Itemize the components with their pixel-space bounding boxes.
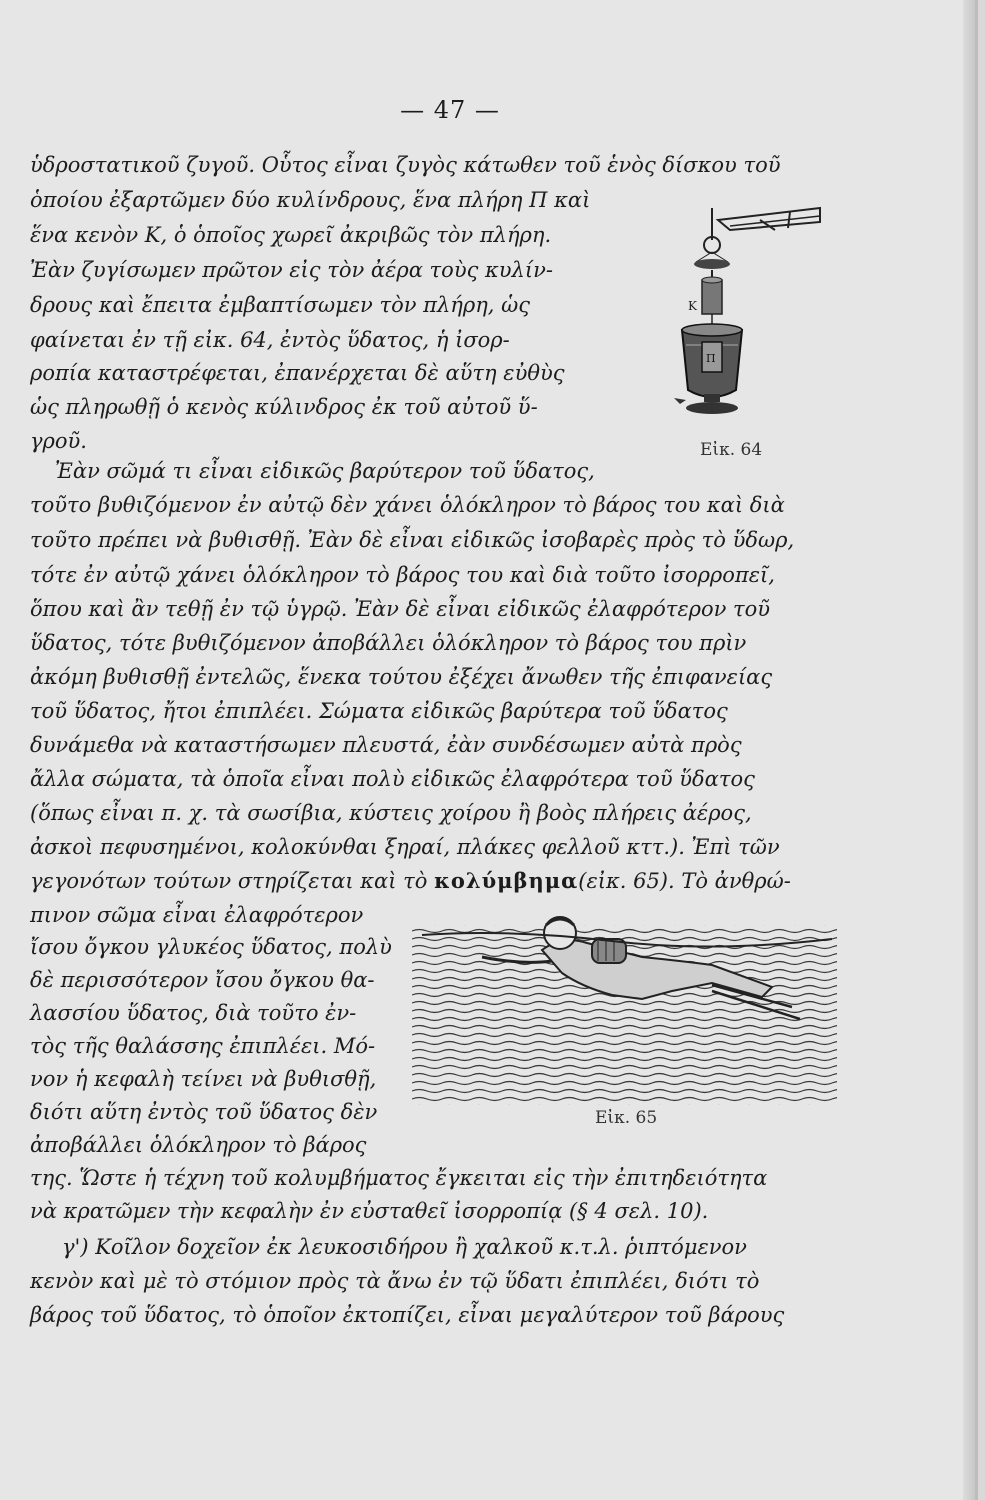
figure-64-caption: Εἰκ. 64 (700, 440, 763, 460)
text-line: ὁποίου ἐξαρτῶμεν δύο κυλίνδρους, ἕνα πλήρη Π καὶ (30, 188, 591, 212)
text-line: τὸς τῆς θαλάσσης ἐπιπλέει. Μό- (30, 1034, 376, 1058)
text-line: ἴσου ὄγκου γλυκέος ὕδατος, πολὺ (30, 935, 392, 959)
text-span: (εἰκ. 65). Τὸ ἀνθρώ- (578, 869, 791, 893)
text-line: δρους καὶ ἔπειτα ἐμβαπτίσωμεν τὸν πλήρη, ὡς (30, 293, 531, 317)
text-line: φαίνεται ἐν τῇ εἰκ. 64, ἐντὸς ὕδατος, ἡ ἰσορ- (30, 328, 510, 352)
text-line: ὅπου καὶ ἂν τεθῇ ἐν τῷ ὑγρῷ. Ἐὰν δὲ εἶναι εἰδικῶς ἐλαφρότερον τοῦ (30, 597, 771, 621)
text-line: λασσίου ὕδατος, διὰ τοῦτο ἐν- (30, 1001, 357, 1025)
text-span: γεγονότων τούτων στηρίζεται καὶ τὸ (30, 869, 435, 893)
label-p: Π (706, 352, 716, 365)
text-line-with-bold-term (30, 866, 791, 896)
hydrostatic-balance-figure (660, 190, 840, 430)
text-line: δυνάμεθα νὰ καταστήσωμεν πλευστά, ἐὰν συνδέσωμεν αὐτὰ πρὸς (30, 733, 742, 757)
text-line: Ἐὰν σῶμά τι εἶναι εἰδικῶς βαρύτερον τοῦ ὕδατος, (55, 459, 595, 483)
label-k: K (688, 299, 697, 313)
text-line: νὰ κρατῶμεν τὴν κεφαλὴν ἐν εὐσταθεῖ ἰσορροπίᾳ (§ 4 σελ. 10). (30, 1199, 709, 1223)
text-line: Ἐὰν ζυγίσωμεν πρῶτον εἰς τὸν ἀέρα τοὺς κυλίν- (30, 258, 553, 282)
text-line: ἕνα κενὸν Κ, ὁ ὁποῖος χωρεῖ ἀκριβῶς τὸν πλήρη. (30, 223, 552, 247)
text-line: νον ἡ κεφαλὴ τείνει νὰ βυθισθῇ, (30, 1067, 377, 1091)
text-line: τοῦ ὕδατος, ἤτοι ἐπιπλέει. Σώματα εἰδικῶς βαρύτερα τοῦ ὕδατος (30, 699, 728, 723)
swimmer-figure (412, 895, 837, 1105)
text-line: ἄλλα σώματα, τὰ ὁποῖα εἶναι πολὺ εἰδικῶς ἐλαφρότερα τοῦ ὕδατος (30, 767, 755, 791)
text-line: ἀποβάλλει ὁλόκληρον τὸ βάρος (30, 1133, 367, 1157)
text-line: κενὸν καὶ μὲ τὸ στόμιον πρὸς τὰ ἄνω ἐν τῷ ὕδατι ἐπιπλέει, διότι τὸ (30, 1269, 760, 1293)
text-line: βάρος τοῦ ὕδατος, τὸ ὁποῖον ἐκτοπίζει, εἶναι μεγαλύτερον τοῦ βάρους (30, 1303, 785, 1327)
text-line: διότι αὕτη ἐντὸς τοῦ ὕδατος δὲν (30, 1100, 378, 1124)
text-line: ὑδροστατικοῦ ζυγοῦ. Οὗτος εἶναι ζυγὸς κάτωθεν τοῦ ἑνὸς δίσκου τοῦ (30, 153, 781, 177)
text-line: ἀσκοὶ πεφυσημένοι, κολοκύνθαι ξηραί, πλάκες φελλοῦ κττ.). Ἐπὶ τῶν (30, 835, 780, 859)
text-line: πινον σῶμα εἶναι ἐλαφρότερον (30, 903, 364, 927)
text-line: ἀκόμη βυθισθῇ ἐντελῶς, ἕνεκα τούτου ἐξέχει ἄνωθεν τῆς ἐπιφανείας (30, 665, 773, 689)
bold-term-kolymvima: κολύμβημα (434, 868, 579, 893)
text-line: δὲ περισσότερον ἴσου ὄγκου θα- (30, 968, 375, 992)
text-line: ροπία καταστρέφεται, ἐπανέρχεται δὲ αὕτη εὐθὺς (30, 361, 565, 385)
text-line: τοῦτο βυθιζόμενον ἐν αὐτῷ δὲν χάνει ὁλόκληρον τὸ βάρος του καὶ διὰ (30, 493, 785, 517)
text-line: της. Ὥστε ἡ τέχνη τοῦ κολυμβήματος ἔγκειται εἰς τὴν ἐπιτηδειότητα (30, 1166, 768, 1190)
figure-65-caption: Εἰκ. 65 (595, 1108, 658, 1128)
text-line: τοῦτο πρέπει νὰ βυθισθῇ. Ἐὰν δὲ εἶναι εἰδικῶς ἰσοβαρὲς πρὸς τὸ ὕδωρ, (30, 528, 795, 552)
page-edge-shadow (963, 0, 975, 1500)
page-number: — 47 — (400, 96, 500, 124)
text-line: γ') Κοῖλον δοχεῖον ἐκ λευκοσιδήρου ἢ χαλκοῦ κ.τ.λ. ῥιπτόμενον (62, 1235, 747, 1259)
text-line: ὕδατος, τότε βυθιζόμενον ἀποβάλλει ὁλόκληρον τὸ βάρος του πρὶν (30, 631, 747, 655)
text-line: ὡς πληρωθῇ ὁ κενὸς κύλινδρος ἐκ τοῦ αὐτοῦ ὕ- (30, 395, 538, 419)
text-line: τότε ἐν αὐτῷ χάνει ὁλόκληρον τὸ βάρος του καὶ διὰ τοῦτο ἰσορροπεῖ, (30, 563, 775, 587)
text-line: γροῦ. (30, 429, 87, 453)
text-line: (ὅπως εἶναι π. χ. τὰ σωσίβια, κύστεις χοίρου ἢ βοὸς πλήρεις ἀέρος, (30, 801, 752, 825)
